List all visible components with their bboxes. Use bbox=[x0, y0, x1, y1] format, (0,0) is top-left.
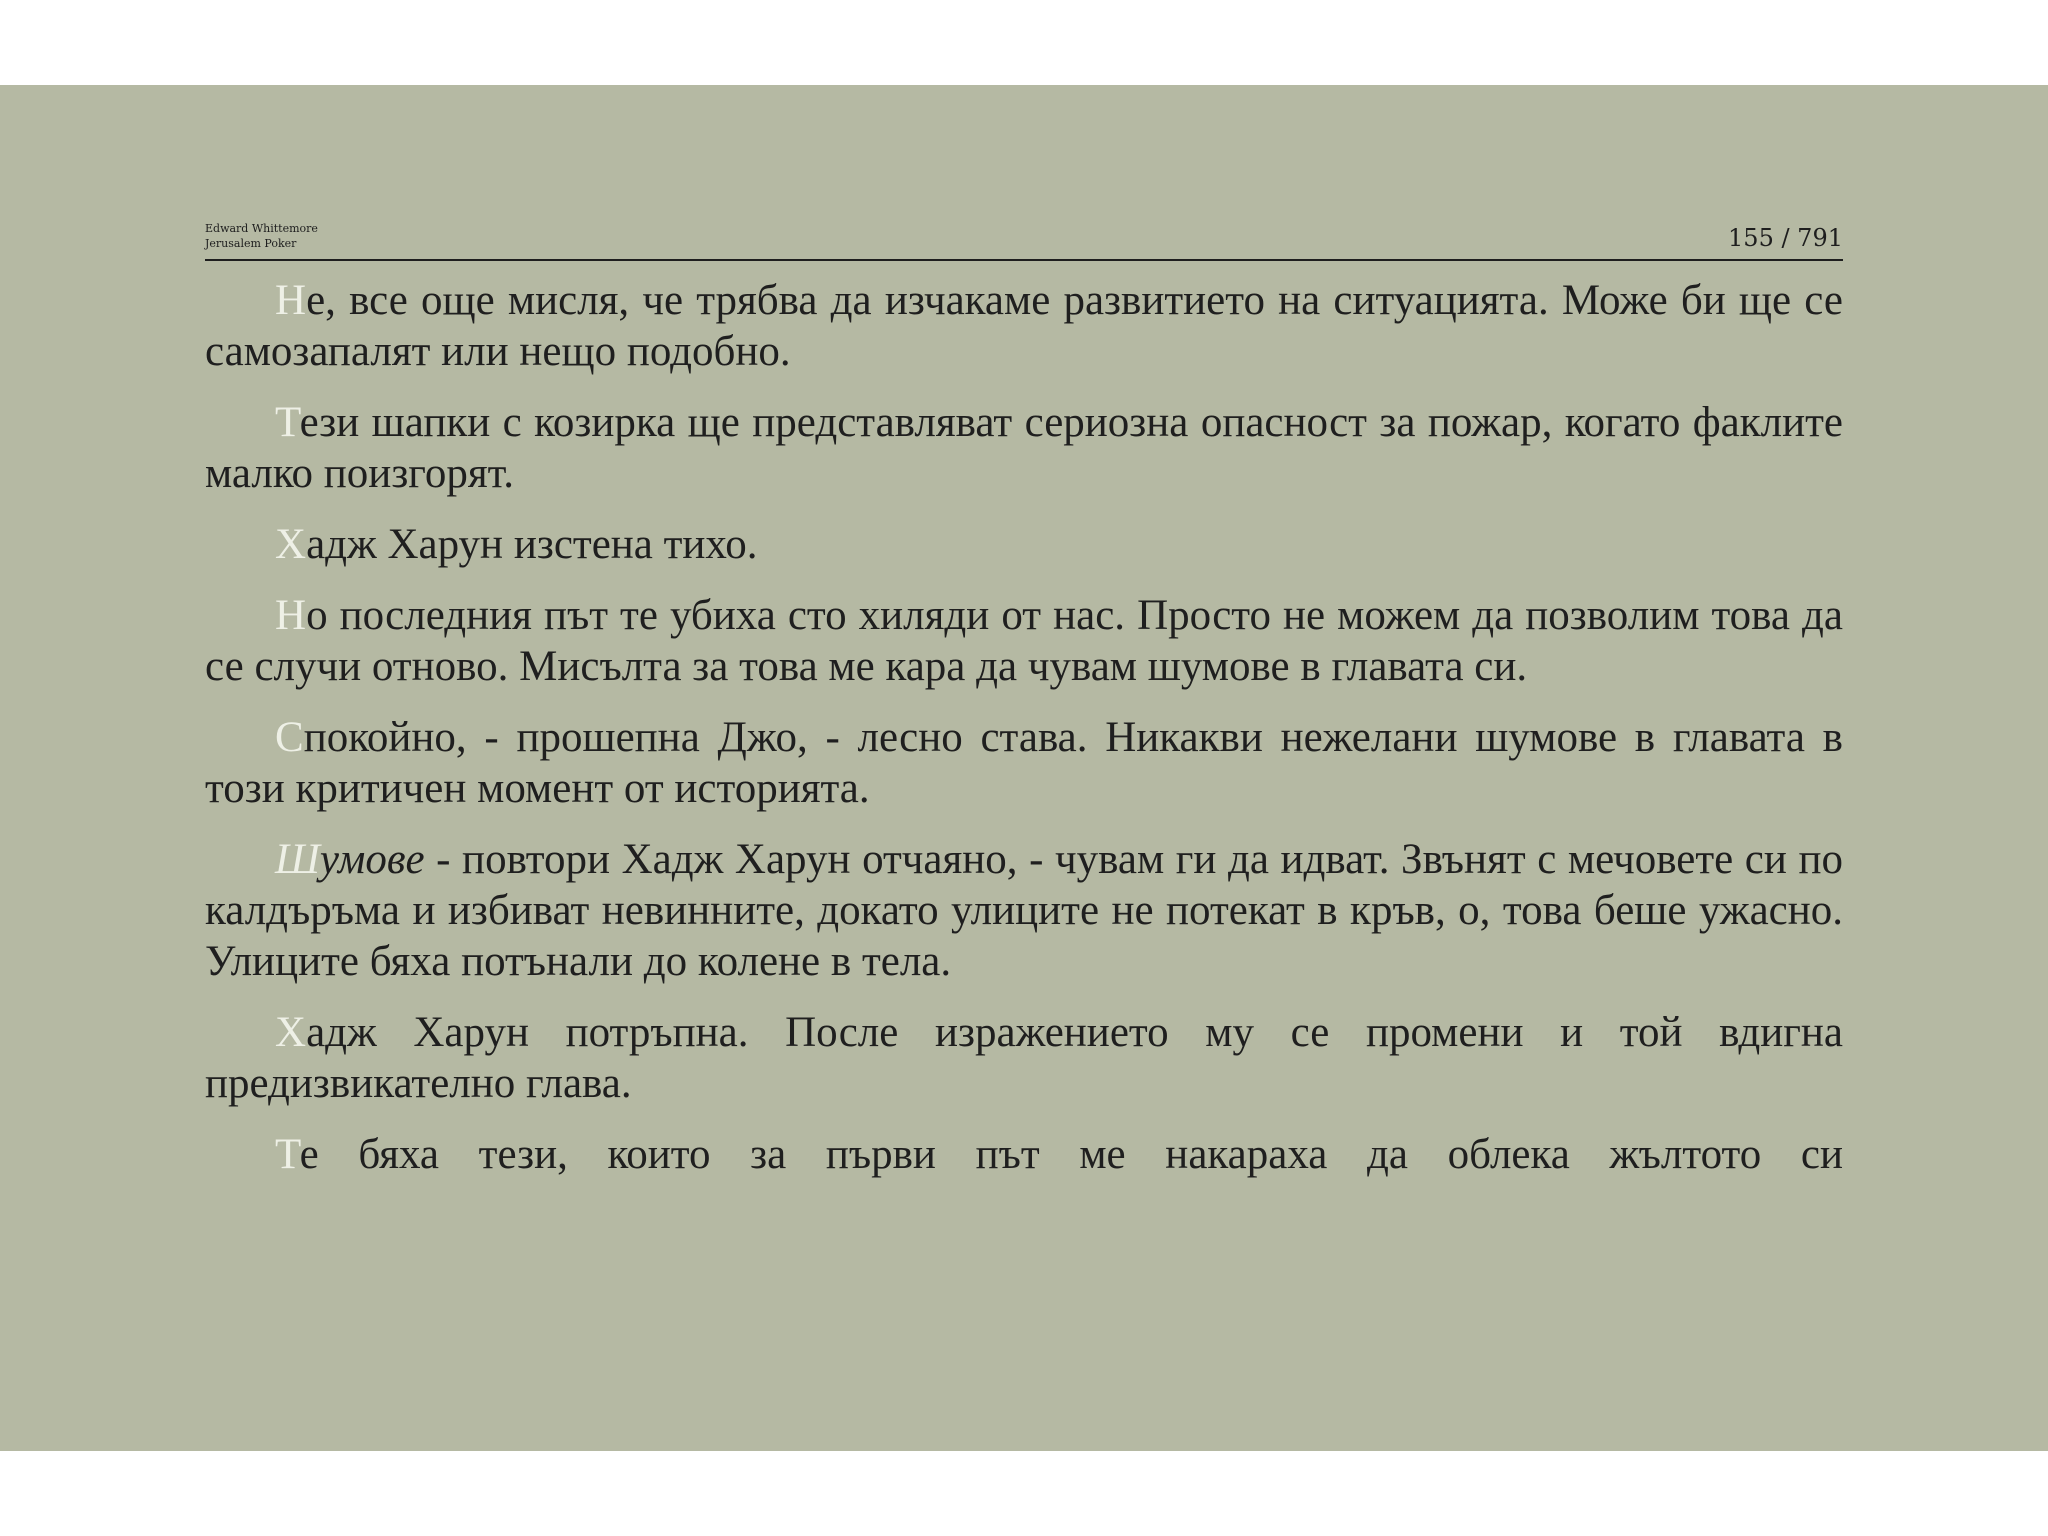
dropcap: Х bbox=[275, 1009, 307, 1056]
book-meta bbox=[205, 221, 318, 251]
paragraph bbox=[205, 834, 1843, 987]
page-indicator: 155 / 791 bbox=[1728, 224, 1843, 252]
paragraph-text: е бяха тези, които за първи път ме накараха да облека жълтото си bbox=[299, 1131, 1843, 1178]
italic-word: умове bbox=[319, 836, 425, 883]
book-title: Jerusalem Poker bbox=[205, 237, 297, 250]
dropcap: Н bbox=[275, 277, 307, 324]
paragraph-text: - повтори Хадж Харун отчаяно, - чувам ги да идват. Звънят с мечовете си по калдъръма и избиват невинните, докато улиците не потекат в кръв, о, това беше ужасно. Улиците бяха потънали до колене в тела. bbox=[205, 836, 1843, 985]
dropcap: Т bbox=[275, 1131, 300, 1178]
paragraph bbox=[205, 1129, 1843, 1180]
paragraph bbox=[205, 519, 1843, 570]
paragraph-text: адж Харун изстена тихо. bbox=[306, 521, 758, 568]
paragraph-text: покойно, - прошепна Джо, - лесно става. Никакви нежелани шумове в главата в този критичен момент от историята. bbox=[205, 714, 1843, 812]
paragraph bbox=[205, 712, 1843, 814]
dropcap: Х bbox=[275, 521, 307, 568]
dropcap: С bbox=[275, 714, 304, 761]
book-text bbox=[205, 275, 1843, 1200]
dropcap: Н bbox=[275, 592, 307, 639]
paragraph-text: ези шапки с козирка ще представляват сериозна опасност за пожар, когато факлите малко поизгорят. bbox=[205, 399, 1843, 497]
author-name: Edward Whittemore bbox=[205, 222, 318, 235]
paragraph-text: о последния път те убиха сто хиляди от нас. Просто не можем да позволим това да се случи отново. Мисълта за това ме кара да чувам шумове в главата си. bbox=[205, 592, 1843, 690]
dropcap: Ш bbox=[275, 836, 320, 883]
dropcap: Т bbox=[275, 399, 300, 446]
paragraph bbox=[205, 590, 1843, 692]
paragraph bbox=[205, 275, 1843, 377]
paragraph-text: адж Харун потръпна. После изражението му се промени и той вдигна предизвикателно глава. bbox=[205, 1009, 1843, 1107]
paragraph bbox=[205, 397, 1843, 499]
paragraph-text: е, все още мисля, че трябва да изчакаме развитието на ситуацията. Може би ще се самозапалят или нещо подобно. bbox=[205, 277, 1843, 375]
paragraph bbox=[205, 1007, 1843, 1109]
page-header bbox=[205, 135, 1843, 261]
